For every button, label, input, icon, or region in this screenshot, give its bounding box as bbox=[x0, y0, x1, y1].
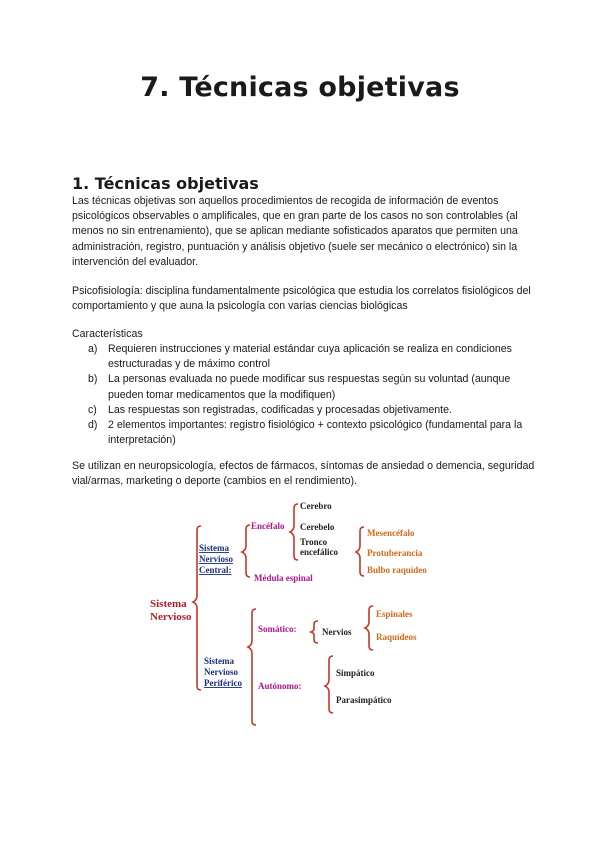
diagram-autonomo: Autónomo: bbox=[258, 681, 302, 691]
list-item-text: Las respuestas son registradas, codificadas y procesadas objetivamente. bbox=[108, 403, 452, 416]
list-item bbox=[88, 403, 528, 418]
diagram-mesencefalo: Mesencéfalo bbox=[367, 528, 415, 538]
bracket-encefalo bbox=[290, 504, 298, 560]
uses-paragraph: Se utilizan en neuropsicología, efectos de fármacos, síntomas de ansiedad o demencia, seguridad vial/armas, marketing o deporte (cambios en el rendimiento). bbox=[72, 460, 535, 488]
diagram-tronco-line1: Tronco bbox=[300, 537, 328, 547]
list-item-text: Requieren instrucciones y material estándar cuya aplicación se realiza en condiciones estructuradas y de máximo control bbox=[108, 343, 512, 371]
bracket-autonomo bbox=[325, 656, 333, 713]
bracket-central bbox=[242, 525, 250, 577]
bracket-tronco bbox=[356, 527, 364, 576]
diagram-parasimpatico: Parasimpático bbox=[336, 695, 392, 705]
diagram-central bbox=[199, 543, 233, 575]
list-item bbox=[88, 418, 528, 448]
diagram-raquideos: Raquídeos bbox=[376, 632, 417, 642]
list-item-letter: a) bbox=[88, 343, 98, 355]
section-title: 1. Técnicas objetivas bbox=[72, 174, 259, 193]
diagram-bulbo: Bulbo raquídeo bbox=[367, 565, 427, 575]
bracket-somatico bbox=[311, 621, 318, 643]
diagram-encefalo: Encéfalo bbox=[251, 521, 285, 531]
diagram-central-line1: Sistema bbox=[199, 543, 229, 553]
caracteristicas-list bbox=[88, 342, 528, 448]
list-item-letter: b) bbox=[88, 373, 98, 386]
list-item bbox=[88, 372, 528, 402]
diagram-central-line2: Nervioso bbox=[199, 554, 233, 564]
diagram-protuberancia: Protuberancia bbox=[367, 548, 423, 558]
diagram-cerebelo: Cerebelo bbox=[300, 522, 335, 532]
list-item-text: La personas evaluada no puede modificar sus respuestas según su voluntad (aunque pueden tomar medicamentos que la modifiquen) bbox=[108, 373, 511, 401]
diagram-periferico-line1: Sistema bbox=[204, 656, 234, 666]
list-item bbox=[88, 342, 528, 372]
diagram-somatico: Somático: bbox=[258, 624, 297, 634]
page-title: 7. Técnicas objetivas bbox=[140, 72, 460, 103]
diagram-root-line1: Sistema bbox=[150, 598, 187, 610]
list-item-letter: c) bbox=[88, 403, 97, 416]
diagram-medula: Médula espinal bbox=[254, 573, 313, 583]
list-item-letter: d) bbox=[88, 419, 98, 432]
diagram-nervios: Nervios bbox=[322, 627, 352, 637]
diagram-cerebro: Cerebro bbox=[300, 501, 332, 511]
diagram-periferico-line2: Nervioso bbox=[204, 667, 238, 677]
caracteristicas-label: Características bbox=[72, 328, 143, 340]
bracket-nervios bbox=[365, 606, 373, 650]
diagram-espinales: Espinales bbox=[376, 609, 413, 619]
diagram-root-line2: Nervioso bbox=[150, 611, 192, 623]
psicofisiologia-paragraph: Psicofisiología: disciplina fundamentalmente psicológica que estudia los correlatos fisiológicos del comportamiento y que auna la psicología con varias ciencias biológicas bbox=[72, 285, 531, 313]
diagram-tronco-line2: encefálico bbox=[300, 547, 338, 557]
diagram-central-line3: Central: bbox=[199, 565, 232, 575]
nervous-system-diagram bbox=[140, 496, 460, 736]
intro-paragraph: Las técnicas objetivas son aquellos procedimientos de recogida de información de eventos psicológicos observables o amplificales, que en gran parte de los casos no son controlables (al menos no sin entrenamiento), que se aplican mediante sofisticados aparatos que permiten una administración, registro, puntuación y análisis objetivo (suele ser mecánico o electrónico) sin la intervención del evaluador. bbox=[72, 195, 518, 268]
diagram-simpatico: Simpático bbox=[336, 668, 375, 678]
bracket-periferico bbox=[248, 609, 256, 725]
diagram-periferico-line3: Periférico bbox=[204, 678, 242, 688]
diagram-periferico bbox=[204, 656, 242, 688]
list-item-text: 2 elementos importantes: registro fisiológico + contexto psicológico (fundamental para la interpretación) bbox=[108, 419, 523, 447]
diagram-brackets bbox=[193, 504, 373, 725]
